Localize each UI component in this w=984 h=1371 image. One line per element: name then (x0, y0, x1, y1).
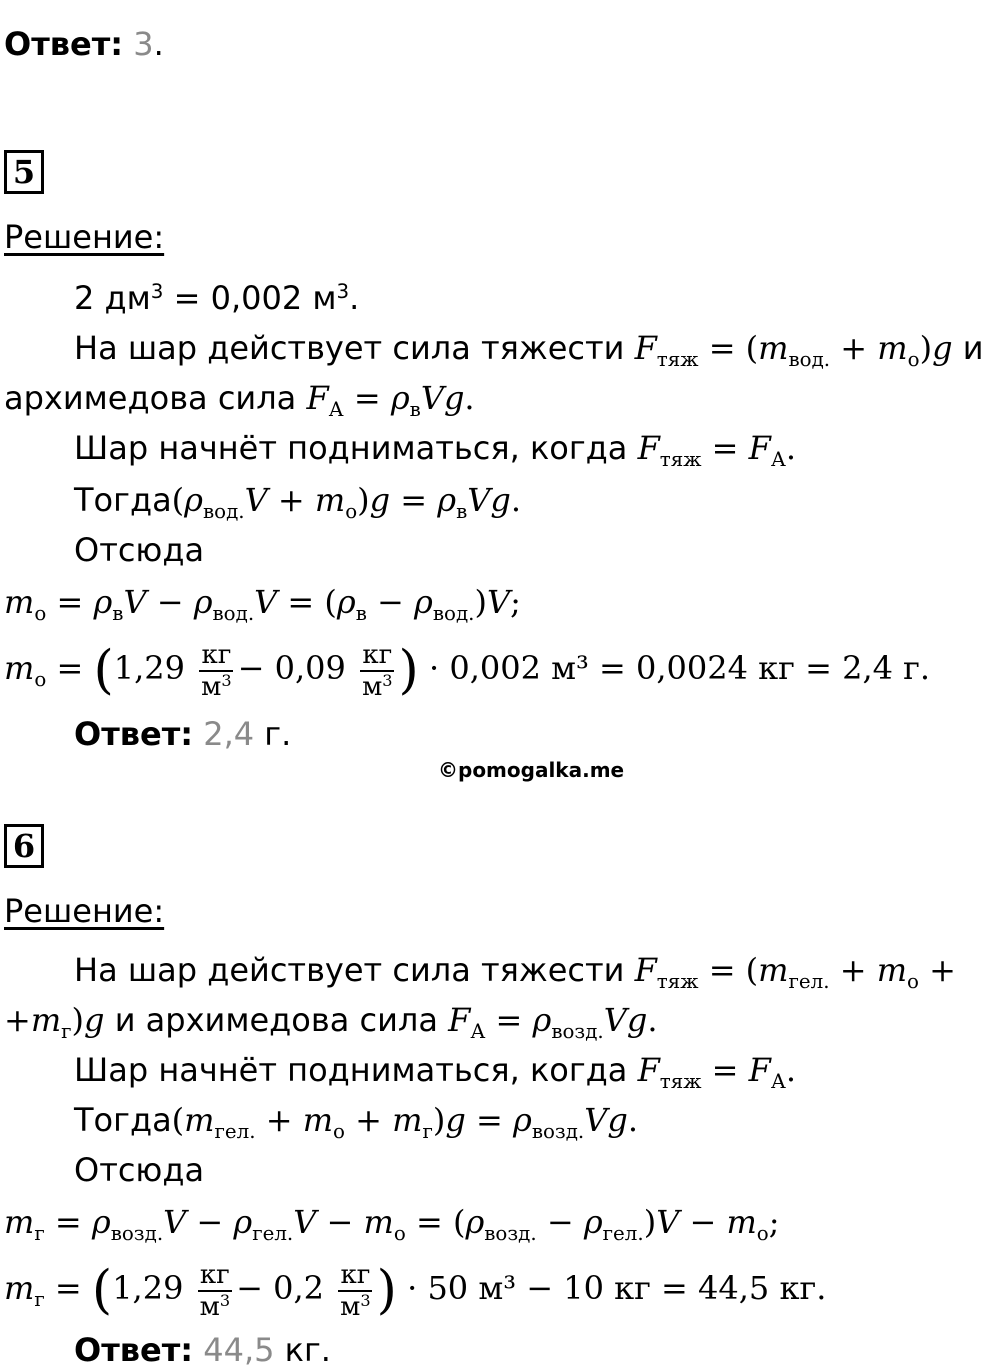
problem-number-5: 5 (4, 150, 44, 194)
formula-line: $m_г = \rho_{возд.}V - \rho_{гел.}V - m_о = (\rho_{возд.} - \rho_{гел.})V - m_о$; (4, 1203, 780, 1245)
solution-heading: Решение: (4, 892, 165, 930)
problem5-answer: Ответ: 2,4 г. (74, 715, 292, 753)
rise-condition-line: Шар начнёт подниматься, когда $F_{тяж} = F_А$. (74, 1051, 797, 1093)
archimedes-force-line: архимедова сила $F_А = \rho_вVg$. (4, 379, 475, 421)
equation-line: $Тогда(\rho_{вод.}V + m_о)g = \rho_вVg$. (74, 481, 522, 523)
hence-line: Отсюда (74, 1151, 205, 1189)
rise-condition-line: Шар начнёт подниматься, когда $F_{тяж} = F_А$. (74, 429, 797, 471)
gravity-force-line: На шар действует сила тяжести $F_{тяж} = (m_{гел.} + m_о$ + (74, 951, 956, 993)
hence-line: Отсюда (74, 531, 205, 569)
answer-value: 3 (133, 25, 154, 63)
unit-conversion: 2 $дм^3 = 0,002$ $м^3$. (74, 279, 360, 317)
formula-line: $m_о = \rho_вV - \rho_{вод.}V = (\rho_в - \rho_{вод.})V$; (4, 583, 521, 625)
solution-heading: Решение: (4, 218, 165, 256)
answer-label: Ответ: (4, 25, 124, 63)
equation-line: $Тогда(m_{гел.} + m_о + m_г)g = \rho_{возд.}Vg$. (74, 1101, 639, 1143)
gravity-force-line: На шар действует сила тяжести $F_{тяж} = (m_{вод.} + m_о)g$ и (74, 329, 984, 371)
archimedes-force-line: $+m_г)g$ и архимедова сила $F_А = \rho_{возд.}Vg$. (4, 1001, 658, 1043)
calculation-line: $m_о = (1,29$ $\frac{кг}{м^3}$ − 0,09 $\frac{кг}{м^3}$ ) · 0,002 м³ = 0,0024 кг = 2,4 г. (4, 639, 931, 702)
problem6-answer: Ответ: 44,5 кг. (74, 1331, 331, 1369)
calculation-line: $m_г = (1,29$ $\frac{кг}{м^3}$ − 0,2 $\frac{кг}{м^3}$ ) · 50 м³ − 10 кг = 44,5 кг. (4, 1259, 827, 1322)
watermark: ©pomogalka.me (438, 758, 625, 782)
problem-number-6: 6 (4, 824, 44, 868)
top-answer: Ответ: 3. (4, 25, 164, 63)
